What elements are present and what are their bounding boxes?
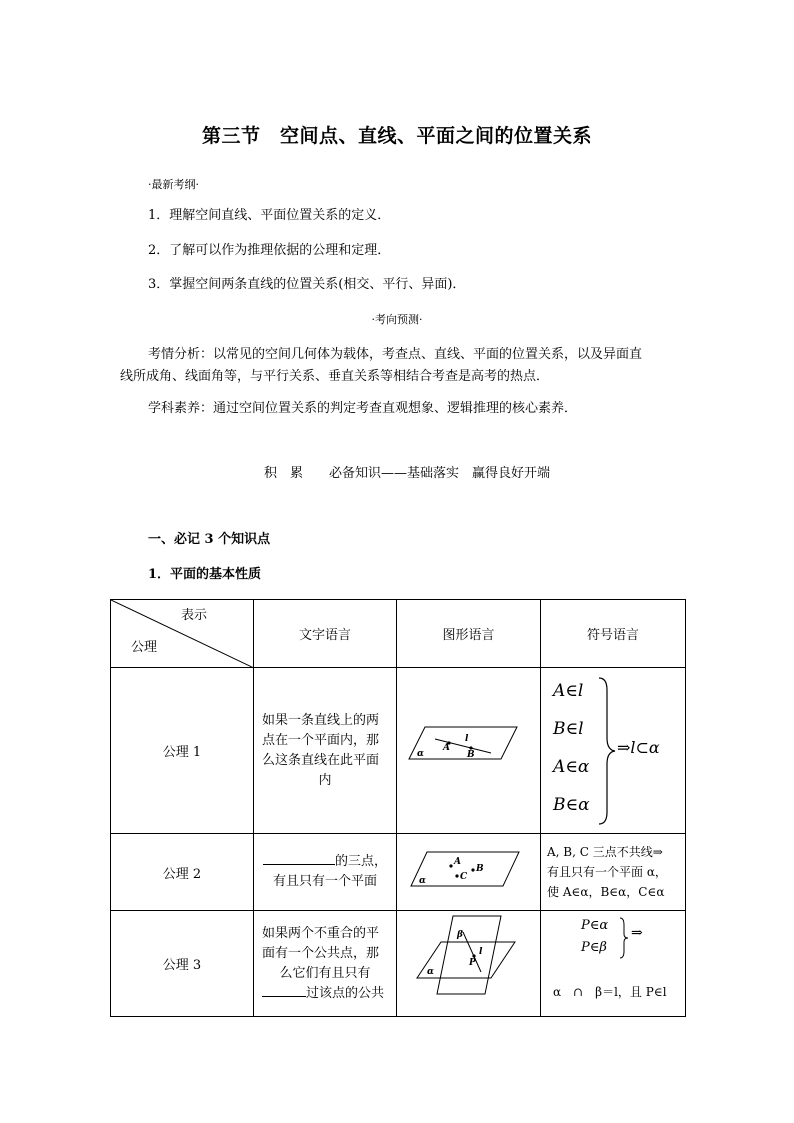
header-corner-cell xyxy=(111,600,254,668)
outline-item-3: 3．掌握空间两条直线的位置关系(相交、平行、异面)． xyxy=(148,277,466,292)
text-line: 过该点的公共 xyxy=(306,985,385,1001)
text-line: 内 xyxy=(318,772,332,788)
symbol-line: 使 A∈α，B∈α，C∈α xyxy=(547,885,665,899)
symbol-result: ⇒l⊂α xyxy=(617,738,660,757)
text-line: 如果一条直线上的两 xyxy=(262,712,380,728)
right-brace-icon xyxy=(619,917,629,959)
table-row xyxy=(111,834,686,911)
label-alpha: α xyxy=(419,876,426,886)
header-figure-language: 图形语言 xyxy=(397,600,541,668)
label-alpha: α xyxy=(427,966,434,977)
label-b: B xyxy=(467,749,475,760)
table-row xyxy=(111,668,686,834)
heading-plane-properties: 1．平面的基本性质 xyxy=(148,567,262,582)
header-symbol-language: 符号语言 xyxy=(541,600,686,668)
text-line: 有且只有一个平面 xyxy=(272,874,377,889)
symbol-line: 有且只有一个平面 α， xyxy=(547,865,667,879)
row-name: 公理 2 xyxy=(111,834,254,911)
corner-bottom-label: 公理 xyxy=(131,640,158,655)
symbol-line: P∈β xyxy=(581,940,607,955)
row-figure-cell xyxy=(397,668,541,834)
text-line: 么它们有且只有 xyxy=(279,965,371,981)
literacy-line: 学科素养：通过空间位置关系的判定考查直观想象、逻辑推理的核心素养． xyxy=(148,401,578,416)
fill-blank[interactable] xyxy=(262,996,306,997)
row-text-cell xyxy=(254,834,397,911)
symbol-line: P∈α xyxy=(581,918,609,933)
right-brace-icon xyxy=(597,676,617,826)
page-title: 第三节 空间点、直线、平面之间的位置关系 xyxy=(201,125,592,147)
row-name: 公理 1 xyxy=(111,668,254,834)
row-figure-cell xyxy=(397,911,541,1017)
row-text-cell xyxy=(254,911,397,1017)
symbol-line: A∈α xyxy=(553,757,590,777)
symbol-line: B∈l xyxy=(553,719,584,739)
plane-properties-table xyxy=(110,599,686,1017)
outline-heading: ·最新考纲· xyxy=(148,178,199,191)
table-row xyxy=(111,911,686,1017)
outline-item-2: 2．了解可以作为推理依据的公理和定理． xyxy=(148,243,391,258)
corner-top-label: 表示 xyxy=(181,608,208,623)
intersecting-planes-figure xyxy=(397,912,541,1012)
forecast-line-1: 考情分析：以常见的空间几何体为载体，考查点、直线、平面的位置关系，以及异面直 xyxy=(148,347,643,362)
label-a: A xyxy=(454,857,461,867)
header-text-language: 文字语言 xyxy=(254,600,397,668)
label-b: B xyxy=(476,864,484,874)
row-name: 公理 3 xyxy=(111,911,254,1017)
symbol-line: A∈l xyxy=(553,681,584,701)
forecast-line-2: 线所成角、线面角等，与平行关系、垂直关系等相结合考查是高考的热点． xyxy=(120,369,550,384)
text-line: 的三点， xyxy=(334,854,387,869)
text-line: 点在一个平面内，那 xyxy=(262,732,380,748)
label-alpha: α xyxy=(417,748,424,759)
plane-points-figure xyxy=(397,844,541,896)
label-l: l xyxy=(479,946,483,957)
table-header-row xyxy=(111,600,686,668)
label-l: l xyxy=(465,733,469,744)
label-c: C xyxy=(460,872,468,882)
text-line: 面有一个公共点，那 xyxy=(262,945,380,961)
row-symbol-cell xyxy=(541,911,686,1017)
text-line: 么这条直线在此平面 xyxy=(262,752,380,768)
symbol-line: B∈α xyxy=(553,795,590,815)
section-banner: 积 累 必备知识——基础落实 赢得良好开端 xyxy=(264,466,551,481)
forecast-heading: ·考向预测· xyxy=(371,313,423,326)
row-symbol-cell xyxy=(541,668,686,834)
symbol-line: A, B, C 三点不共线⇒ xyxy=(547,845,663,859)
heading-knowledge-points: 一、必记 3 个知识点 xyxy=(148,532,271,547)
label-p: P xyxy=(469,957,476,968)
row-figure-cell xyxy=(397,834,541,911)
fill-blank[interactable] xyxy=(263,864,335,865)
text-line: 如果两个不重合的平 xyxy=(262,925,380,941)
symbol-arrow: ⇒ xyxy=(631,925,643,941)
row-symbol-cell xyxy=(541,834,686,911)
label-a: A xyxy=(443,742,450,753)
label-beta: β xyxy=(457,929,463,940)
symbol-result: α ∩ β＝l，且 P∈l xyxy=(553,985,667,999)
plane-line-figure xyxy=(397,719,541,779)
row-text-cell xyxy=(254,668,397,834)
outline-item-1: 1．理解空间直线、平面位置关系的定义． xyxy=(148,208,391,223)
